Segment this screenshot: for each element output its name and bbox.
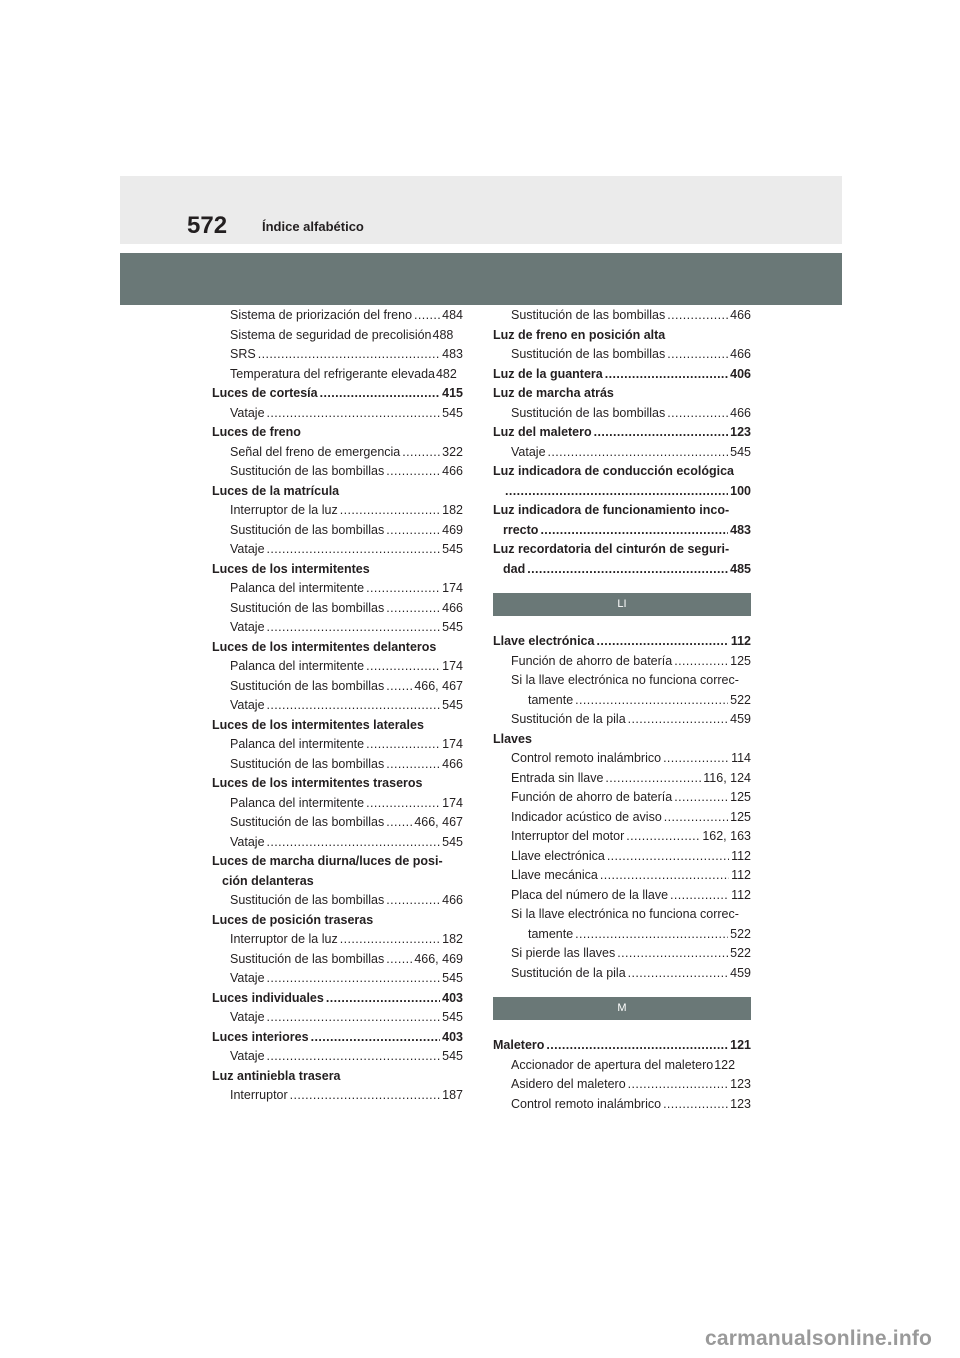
index-entry-text: Si pierde las llaves bbox=[511, 946, 616, 960]
index-group-luz bbox=[493, 306, 751, 579]
index-entry-text: Interruptor de la luz bbox=[230, 503, 338, 517]
dot-leader bbox=[575, 925, 728, 945]
index-entry bbox=[493, 1075, 751, 1095]
index-entry-text: Luces de marcha diurna/luces de posi- bbox=[212, 854, 443, 868]
index-entry bbox=[493, 384, 751, 404]
index-entry-text: Palanca del intermitente bbox=[230, 795, 365, 810]
index-entry bbox=[493, 886, 751, 906]
index-entry bbox=[493, 925, 751, 945]
index-entry-page: 162, 163 bbox=[702, 829, 751, 843]
index-entry-page: 182 bbox=[442, 503, 463, 517]
index-entry bbox=[212, 306, 463, 326]
index-entry-text: rrecto bbox=[503, 522, 539, 537]
dot-leader bbox=[267, 618, 441, 638]
page-number: 572 bbox=[187, 212, 228, 239]
dot-leader bbox=[663, 1095, 728, 1115]
index-entry-page: 483 bbox=[730, 522, 751, 537]
dot-leader bbox=[505, 482, 728, 502]
index-entry-text: Indicador acústico de aviso bbox=[511, 809, 662, 824]
index-entry bbox=[493, 1036, 751, 1056]
index-entry-text: Luz de freno en posición alta bbox=[493, 327, 666, 342]
index-entry-page: 114 bbox=[731, 751, 751, 765]
dot-leader bbox=[402, 443, 440, 463]
index-entry-page: 545 bbox=[442, 620, 463, 634]
dot-leader bbox=[664, 808, 728, 828]
dot-leader bbox=[667, 345, 728, 365]
index-entry bbox=[493, 540, 751, 560]
index-entry-text: Sustitución de las bombillas bbox=[511, 347, 666, 361]
index-entry-page: 403 bbox=[442, 1029, 463, 1044]
index-entry-text: Sistema de seguridad de precolisión bbox=[230, 327, 432, 342]
dot-leader bbox=[674, 788, 728, 808]
letter-header-li: LI bbox=[493, 593, 751, 616]
index-entry bbox=[212, 950, 463, 970]
index-entry bbox=[493, 847, 751, 867]
index-entry-text: Luz de la guantera bbox=[493, 366, 603, 381]
index-column-left bbox=[212, 306, 463, 1106]
index-entry-page: 121 bbox=[730, 1038, 751, 1052]
header-bar bbox=[120, 253, 842, 305]
index-entry-text: Accionador de apertura del maletero bbox=[511, 1057, 714, 1072]
index-entry bbox=[493, 905, 751, 925]
index-entry-text: Sustitución de las bombillas bbox=[230, 678, 385, 693]
dot-leader bbox=[605, 365, 728, 385]
index-entry bbox=[212, 833, 463, 853]
index-entry bbox=[493, 365, 751, 385]
index-entry-text: Vataje bbox=[230, 620, 265, 634]
index-entry-page: 123 bbox=[730, 1096, 751, 1111]
dot-leader bbox=[663, 749, 729, 769]
dot-leader bbox=[340, 501, 440, 521]
letter-header-m: M bbox=[493, 997, 751, 1020]
dot-leader bbox=[366, 657, 440, 677]
index-entry bbox=[212, 618, 463, 638]
index-entry-text: Palanca del intermitente bbox=[230, 659, 365, 673]
index-entry-text: Luces de los intermitentes laterales bbox=[212, 717, 424, 732]
index-entry-text: Si la llave electrónica no funciona correc- bbox=[511, 907, 739, 921]
index-entry bbox=[493, 749, 751, 769]
index-entry-page: 466 bbox=[442, 893, 463, 907]
index-entry bbox=[493, 1095, 751, 1115]
dot-leader bbox=[366, 794, 440, 814]
index-entry bbox=[493, 404, 751, 424]
index-entry-page: 522 bbox=[730, 692, 751, 707]
dot-leader bbox=[607, 847, 729, 867]
index-entry bbox=[212, 735, 463, 755]
index-entry-text: Llave mecánica bbox=[511, 868, 598, 882]
index-entry bbox=[212, 755, 463, 775]
index-entry-text: Luces interiores bbox=[212, 1029, 309, 1044]
index-entry bbox=[212, 521, 463, 541]
dot-leader bbox=[267, 540, 441, 560]
index-entry-text: Luces de los intermitentes delanteros bbox=[212, 639, 437, 654]
index-entry bbox=[493, 691, 751, 711]
index-entry bbox=[493, 560, 751, 580]
dot-leader bbox=[628, 1075, 728, 1095]
watermark-logo: carmanualsonline.info bbox=[705, 1327, 933, 1350]
dot-leader bbox=[267, 1047, 441, 1067]
dot-leader bbox=[626, 827, 700, 847]
dot-leader bbox=[386, 599, 440, 619]
index-entry bbox=[212, 930, 463, 950]
index-entry bbox=[493, 462, 751, 482]
index-entry-text: Temperatura del refrigerante elevada bbox=[230, 366, 435, 381]
index-entry bbox=[493, 964, 751, 984]
index-entry-page: 484 bbox=[442, 308, 463, 322]
index-entry bbox=[493, 769, 751, 789]
index-entry-text: Asidero del maletero bbox=[511, 1077, 626, 1091]
index-entry-text: Vataje bbox=[230, 1010, 265, 1024]
dot-leader bbox=[667, 306, 728, 326]
index-entry-page: 125 bbox=[730, 653, 751, 668]
dot-leader bbox=[267, 969, 441, 989]
index-entry-page: 466, 467 bbox=[414, 678, 463, 693]
index-entry-page: 322 bbox=[442, 444, 463, 459]
index-entry-text: tamente bbox=[528, 926, 574, 941]
index-entry bbox=[212, 716, 463, 736]
index-entry-text: Llaves bbox=[493, 731, 532, 746]
index-entry bbox=[212, 1008, 463, 1028]
index-entry bbox=[493, 1056, 751, 1076]
dot-leader bbox=[386, 462, 440, 482]
index-entry-text: Interruptor de la luz bbox=[230, 932, 338, 946]
index-entry bbox=[212, 384, 463, 404]
dot-leader bbox=[366, 579, 440, 599]
index-entry-text: Vataje bbox=[230, 405, 265, 420]
dot-leader bbox=[366, 735, 440, 755]
header-band bbox=[120, 176, 842, 244]
index-entry bbox=[493, 423, 751, 443]
index-entry-page: 522 bbox=[730, 926, 751, 941]
index-entry-text: Sustitución de la pila bbox=[511, 965, 626, 980]
dot-leader bbox=[311, 1028, 441, 1048]
index-entry bbox=[493, 482, 751, 502]
dot-leader bbox=[617, 944, 728, 964]
index-entry-page: 466 bbox=[442, 600, 463, 615]
index-entry-text: Sustitución de la pila bbox=[511, 712, 626, 726]
index-entry bbox=[212, 657, 463, 677]
index-entry-page: 123 bbox=[730, 425, 751, 439]
index-entry bbox=[493, 443, 751, 463]
dot-leader bbox=[628, 710, 728, 730]
index-entry-page: 545 bbox=[442, 834, 463, 849]
index-entry bbox=[493, 345, 751, 365]
index-entry bbox=[212, 1067, 463, 1087]
index-entry-page: 466, 467 bbox=[414, 815, 463, 829]
index-entry-text: Control remoto inalámbrico bbox=[511, 751, 662, 765]
dot-leader bbox=[290, 1086, 440, 1106]
index-entry-page: 545 bbox=[442, 698, 463, 712]
index-entry bbox=[212, 345, 463, 365]
index-entry-page: 545 bbox=[442, 542, 463, 556]
index-entry bbox=[493, 827, 751, 847]
index-entry-page: 466 bbox=[442, 756, 463, 771]
index-entry-page: 545 bbox=[442, 405, 463, 420]
index-entry-page: 123 bbox=[730, 1077, 751, 1091]
index-entry bbox=[493, 521, 751, 541]
dot-leader bbox=[546, 1036, 728, 1056]
index-entry-page: 466 bbox=[730, 405, 751, 420]
index-entry-text: Luz indicadora de conducción ecológica bbox=[493, 464, 735, 478]
dot-leader bbox=[575, 691, 728, 711]
index-entry bbox=[493, 652, 751, 672]
index-entry-page: 522 bbox=[730, 946, 751, 960]
index-entry bbox=[212, 872, 463, 892]
index-entry bbox=[212, 482, 463, 502]
index-entry bbox=[212, 677, 463, 697]
section-title: Índice alfabético bbox=[262, 219, 364, 234]
dot-leader bbox=[414, 306, 440, 326]
index-entry-page: 545 bbox=[442, 1010, 463, 1024]
index-entry-page: 466 bbox=[442, 464, 463, 478]
index-entry-page: 485 bbox=[730, 561, 751, 576]
index-entry-text: Luz de marcha atrás bbox=[493, 386, 614, 400]
index-entry-page: 488 bbox=[432, 327, 454, 342]
dot-leader bbox=[267, 833, 441, 853]
index-entry bbox=[212, 599, 463, 619]
index-entry bbox=[212, 852, 463, 872]
dot-leader bbox=[386, 677, 412, 697]
index-entry-text: Control remoto inalámbrico bbox=[511, 1096, 662, 1111]
index-entry bbox=[212, 462, 463, 482]
index-entry bbox=[212, 813, 463, 833]
index-entry-text: Sustitución de las bombillas bbox=[230, 756, 385, 771]
index-entry bbox=[212, 1047, 463, 1067]
index-entry-text: Sustitución de las bombillas bbox=[230, 464, 385, 478]
dot-leader bbox=[267, 404, 441, 424]
index-entry-text: Sustitución de las bombillas bbox=[230, 893, 385, 907]
index-entry-text: Palanca del intermitente bbox=[230, 737, 365, 751]
index-entry bbox=[493, 808, 751, 828]
index-entry-page: 100 bbox=[730, 483, 751, 498]
index-entry-text: Interruptor del motor bbox=[511, 829, 625, 843]
index-entry-page: 112 bbox=[731, 868, 751, 882]
index-entry-text: Función de ahorro de batería bbox=[511, 790, 673, 804]
index-entry-text: Sustitución de las bombillas bbox=[230, 815, 385, 829]
index-entry-page: 466 bbox=[730, 347, 751, 361]
index-entry bbox=[212, 891, 463, 911]
index-entry-page: 174 bbox=[442, 795, 463, 810]
dot-leader bbox=[340, 930, 440, 950]
index-entry-page: 125 bbox=[730, 790, 751, 804]
index-entry-page: 406 bbox=[730, 366, 751, 381]
index-entry-text: Luz del maletero bbox=[493, 425, 592, 439]
dot-leader bbox=[600, 866, 729, 886]
index-entry-text: Luces de los intermitentes traseros bbox=[212, 776, 423, 790]
index-entry bbox=[212, 911, 463, 931]
index-entry-page: 403 bbox=[442, 990, 463, 1005]
dot-leader bbox=[605, 769, 701, 789]
index-entry bbox=[212, 560, 463, 580]
index-entry-text: Vataje bbox=[230, 698, 265, 712]
dot-leader bbox=[386, 891, 440, 911]
index-entry bbox=[493, 944, 751, 964]
index-entry-text: Luz antiniebla trasera bbox=[212, 1068, 341, 1083]
index-entry-text: Sustitución de las bombillas bbox=[511, 405, 666, 420]
dot-leader bbox=[267, 1008, 441, 1028]
index-entry-page: 482 bbox=[435, 366, 457, 381]
index-entry-text: Luz indicadora de funcionamiento inco- bbox=[493, 503, 730, 517]
index-entry bbox=[212, 774, 463, 794]
index-entry-text: Sistema de priorización del freno bbox=[230, 308, 413, 322]
index-entry bbox=[212, 638, 463, 658]
index-entry-page: 112 bbox=[730, 634, 751, 648]
index-entry-text: Sustitución de las bombillas bbox=[511, 308, 666, 322]
index-entry-text: Luces individuales bbox=[212, 990, 324, 1005]
index-entry-text: Llave electrónica bbox=[511, 848, 605, 863]
index-entry bbox=[212, 1086, 463, 1106]
index-entry bbox=[493, 306, 751, 326]
index-entry-text: Sustitución de las bombillas bbox=[230, 600, 385, 615]
index-entry-text: Luz recordatoria del cinturón de seguri- bbox=[493, 542, 730, 556]
index-entry bbox=[212, 365, 463, 385]
index-entry-text: Luces de los intermitentes bbox=[212, 561, 370, 576]
index-entry bbox=[493, 866, 751, 886]
index-entry-page: 125 bbox=[730, 809, 751, 824]
dot-leader bbox=[674, 652, 728, 672]
dot-leader bbox=[258, 345, 440, 365]
index-group-m bbox=[493, 1036, 751, 1114]
index-entry-text: Luces de la matrícula bbox=[212, 483, 340, 498]
index-entry-page: 483 bbox=[442, 347, 463, 361]
index-group-li bbox=[493, 632, 751, 983]
index-entry bbox=[212, 423, 463, 443]
index-entry-text: Llave electrónica bbox=[493, 634, 595, 648]
index-entry-text: Placa del número de la llave bbox=[511, 887, 669, 902]
index-entry-text: Vataje bbox=[230, 542, 265, 556]
index-entry-text: Vataje bbox=[511, 444, 546, 459]
index-entry-page: 174 bbox=[442, 581, 463, 595]
index-entry bbox=[493, 501, 751, 521]
dot-leader bbox=[326, 989, 440, 1009]
index-entry-page: 112 bbox=[731, 887, 751, 902]
index-entry bbox=[493, 671, 751, 691]
index-entry-text: ción delanteras bbox=[222, 873, 314, 888]
index-entry bbox=[212, 579, 463, 599]
index-entry bbox=[212, 443, 463, 463]
index-entry-text: Vataje bbox=[230, 834, 265, 849]
index-entry-text: Función de ahorro de batería bbox=[511, 653, 673, 668]
dot-leader bbox=[628, 964, 728, 984]
dot-leader bbox=[386, 755, 440, 775]
index-entry bbox=[212, 696, 463, 716]
index-entry bbox=[212, 326, 463, 346]
index-entry-page: 459 bbox=[730, 965, 751, 980]
index-entry-page: 545 bbox=[442, 971, 463, 985]
index-entry-text: Vataje bbox=[230, 1049, 265, 1063]
index-entry-text: Luces de posición traseras bbox=[212, 912, 374, 927]
dot-leader bbox=[594, 423, 729, 443]
index-entry-text: Sustitución de las bombillas bbox=[230, 522, 385, 537]
index-entry-text: Luces de cortesía bbox=[212, 386, 318, 400]
dot-leader bbox=[386, 521, 440, 541]
dot-leader bbox=[386, 813, 412, 833]
index-entry-text: SRS bbox=[230, 347, 256, 361]
dot-leader bbox=[548, 443, 729, 463]
index-entry bbox=[493, 788, 751, 808]
index-entry bbox=[212, 501, 463, 521]
index-entry-text: Entrada sin llave bbox=[511, 770, 604, 785]
index-entry bbox=[212, 1028, 463, 1048]
index-entry bbox=[212, 794, 463, 814]
index-entry-page: 122 bbox=[714, 1057, 736, 1072]
index-entry-page: 112 bbox=[731, 848, 751, 863]
index-entry bbox=[493, 710, 751, 730]
index-entry-text: dad bbox=[503, 561, 526, 576]
index-entry-text: Señal del freno de emergencia bbox=[230, 444, 401, 459]
index-entry-page: 469 bbox=[442, 522, 463, 537]
index-entry bbox=[212, 969, 463, 989]
index-entry bbox=[212, 404, 463, 424]
index-entry-page: 545 bbox=[730, 444, 751, 459]
index-entry bbox=[493, 632, 751, 652]
index-entry bbox=[212, 540, 463, 560]
index-entry-page: 187 bbox=[442, 1088, 463, 1102]
index-entry-text: Interruptor bbox=[230, 1088, 288, 1102]
dot-leader bbox=[667, 404, 728, 424]
index-entry-page: 174 bbox=[442, 737, 463, 751]
dot-leader bbox=[670, 886, 729, 906]
index-entry bbox=[212, 989, 463, 1009]
index-entry-text: Vataje bbox=[230, 971, 265, 985]
dot-leader bbox=[320, 384, 441, 404]
index-entry-page: 545 bbox=[442, 1049, 463, 1063]
index-entry-page: 459 bbox=[730, 712, 751, 726]
index-entry-text: Palanca del intermitente bbox=[230, 581, 365, 595]
index-entry bbox=[493, 730, 751, 750]
index-entry-page: 466 bbox=[730, 308, 751, 322]
index-column-right bbox=[493, 306, 751, 1114]
dot-leader bbox=[386, 950, 412, 970]
dot-leader bbox=[596, 632, 728, 652]
index-entry-text: tamente bbox=[528, 692, 574, 707]
dot-leader bbox=[527, 560, 728, 580]
index-entry-page: 174 bbox=[442, 659, 463, 673]
index-entry-text: Luces de freno bbox=[212, 425, 301, 439]
dot-leader bbox=[267, 696, 441, 716]
index-entry-text: Maletero bbox=[493, 1038, 545, 1052]
index-entry-text: Si la llave electrónica no funciona correc- bbox=[511, 673, 739, 687]
index-entry-page: 466, 469 bbox=[414, 951, 463, 966]
dot-leader bbox=[540, 521, 728, 541]
index-entry-text: Sustitución de las bombillas bbox=[230, 951, 385, 966]
index-entry-page: 415 bbox=[442, 386, 463, 400]
index-entry-page: 116, 124 bbox=[703, 770, 751, 785]
index-entry-page: 182 bbox=[442, 932, 463, 946]
index-entry bbox=[493, 326, 751, 346]
